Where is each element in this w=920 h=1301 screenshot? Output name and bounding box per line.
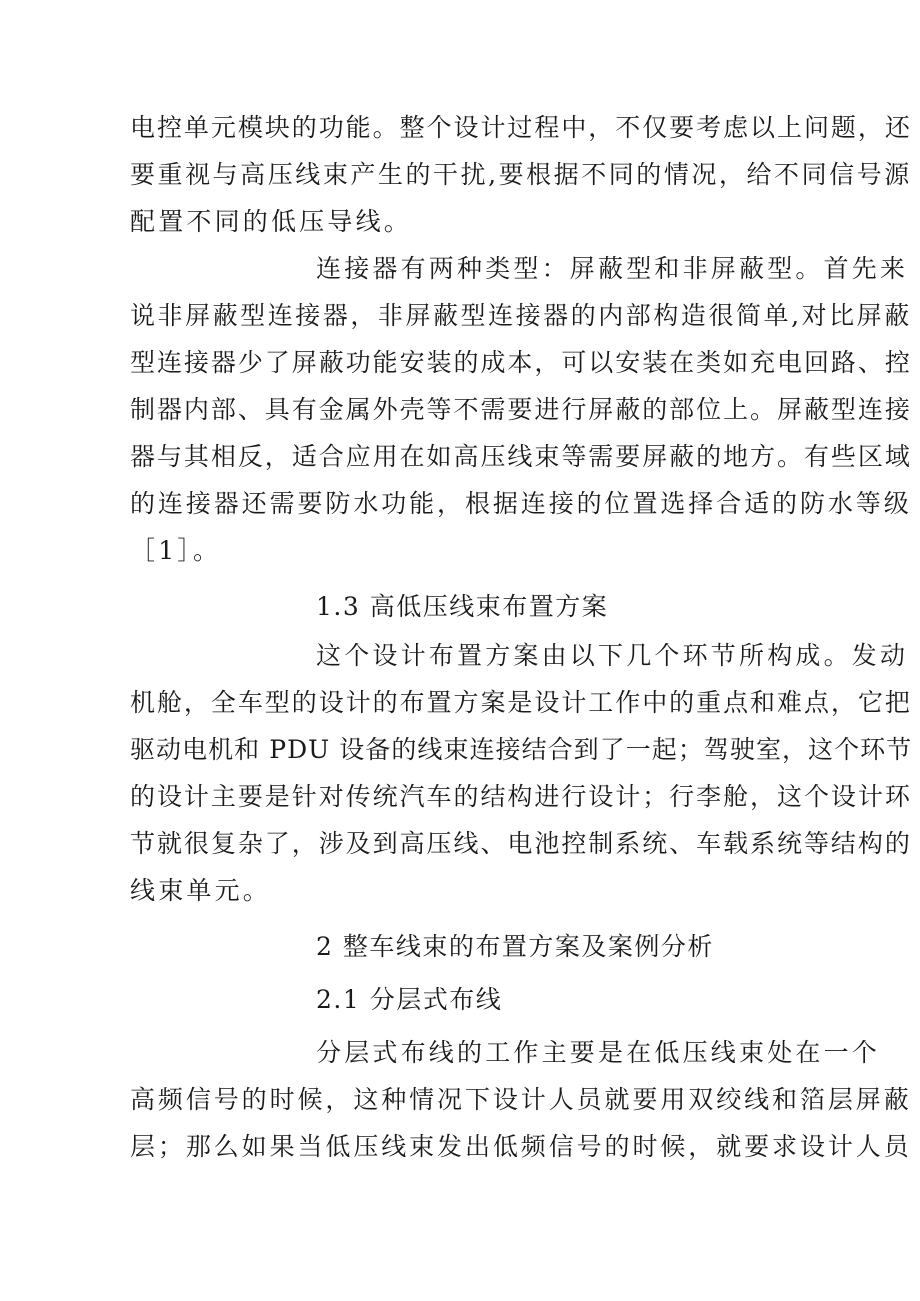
paragraph-line: 器与其相反，适合应用在如高压线束等需要屏蔽的地方。有些区域	[130, 442, 912, 471]
paragraph-line: 要重视与高压线束产生的干扰,要根据不同的情况，给不同信号源	[130, 160, 912, 189]
paragraph-line: 节就很复杂了，涉及到高压线、电池控制系统、车载系统等结构的	[130, 829, 912, 858]
section-heading: 2 整车线束的布置方案及案例分析	[316, 932, 714, 961]
section-heading: 1.3 高低压线束布置方案	[316, 592, 609, 621]
paragraph-line: 驱动电机和 PDU 设备的线束连接结合到了一起；驾驶室，这个环节	[130, 735, 913, 764]
subsection-heading: 2.1 分层式布线	[316, 985, 503, 1014]
paragraph-line: 的设计主要是针对传统汽车的结构进行设计；行李舱，这个设计环	[130, 782, 912, 811]
paragraph-line: 线束单元。	[130, 876, 272, 905]
paragraph-line: 分层式布线的工作主要是在低压线束处在一个	[316, 1038, 881, 1067]
paragraph-line: 机舱，全车型的设计的布置方案是设计工作中的重点和难点，它把	[130, 688, 912, 717]
paragraph-line: ［1］。	[130, 536, 222, 565]
paragraph-line: 制器内部、具有金属外壳等不需要进行屏蔽的部位上。屏蔽型连接	[130, 395, 912, 424]
paragraph-line: 连接器有两种类型：屏蔽型和非屏蔽型。首先来	[316, 254, 909, 283]
paragraph-line: 说非屏蔽型连接器，非屏蔽型连接器的内部构造很简单,对比屏蔽	[130, 301, 912, 330]
paragraph-line: 的连接器还需要防水功能，根据连接的位置选择合适的防水等级	[130, 489, 912, 518]
paragraph-line: 型连接器少了屏蔽功能安装的成本，可以安装在类如充电回路、控	[130, 348, 912, 377]
paragraph-line: 高频信号的时候，这种情况下设计人员就要用双绞线和箔层屏蔽	[130, 1085, 912, 1114]
paragraph-line: 层；那么如果当低压线束发出低频信号的时候，就要求设计人员	[130, 1132, 912, 1161]
paragraph-line: 这个设计布置方案由以下几个环节所构成。发动	[316, 641, 909, 670]
paragraph-line: 电控单元模块的功能。整个设计过程中，不仅要考虑以上问题，还	[130, 113, 912, 142]
paragraph-line: 配置不同的低压导线。	[130, 207, 413, 236]
